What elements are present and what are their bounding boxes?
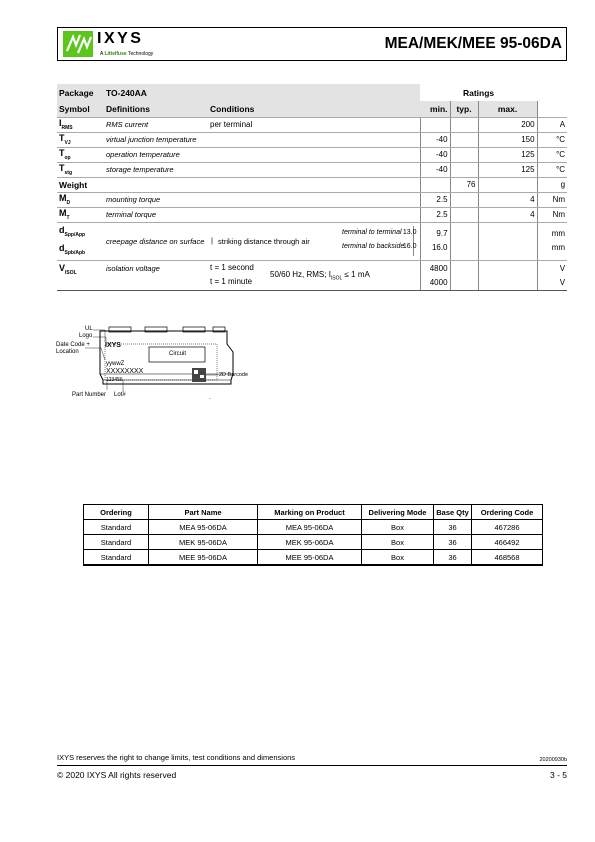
col-min: min.: [420, 101, 450, 117]
ratings-label: Ratings: [462, 87, 495, 98]
col-definitions: Definitions: [104, 101, 208, 117]
col-conditions: Conditions: [208, 101, 420, 117]
ixys-logo-icon: [63, 31, 93, 57]
package-value: TO-240AA: [104, 84, 420, 101]
copyright: © 2020 IXYS All rights reserved: [57, 770, 177, 780]
disclaimer: IXYS reserves the right to change limits, test conditions and dimensions: [57, 753, 296, 762]
package-marking-drawing: UL Logo Date Code + Location IXYS Circuit yywwZ XXXXXXXX 123456 2D Barcode Part Number Lot#: [56, 326, 249, 398]
table-row: Standard MEK 95-06DA MEK 95-06DA Box 36 466492: [84, 535, 543, 550]
table-row: Weight 76 g: [57, 177, 567, 192]
footer-divider: [57, 765, 567, 766]
isolation-row: $V_{ISOL}$ isolation voltage t = 1 second t = 1 minute 50/60 Hz, RMS; $I_{ISOL} \le 1$ mA 4800 4000 V V: [57, 261, 567, 291]
logo-text: IXYS: [97, 30, 144, 47]
table-row: $T_{op}$ operation temperature -40 125 °C: [59, 148, 566, 161]
creepage-row: $d_{Spp/App}$ $d_{Spb/Apb}$ creepage distance on surface | striking distance through air terminal to terminal terminal to backside 13.0 16.0 9.7 16.0 mm mm: [57, 222, 567, 261]
doc-code: 20200930b: [539, 757, 567, 763]
page-number: 3 - 5: [549, 770, 567, 780]
table-row: $T_{stg}$ storage temperature -40 125 °C: [59, 163, 566, 176]
brand-mark: IXYS: [105, 342, 121, 349]
col-max: max.: [478, 101, 537, 117]
table-row: Standard MEA 95-06DA MEA 95-06DA Box 36 467286: [84, 520, 543, 535]
table-row: $I_{RMS}$ RMS current per terminal 200 A: [59, 118, 566, 131]
page-header: [57, 27, 567, 61]
logo-subtitle: A Littelfuse Technology: [100, 51, 154, 57]
ordering-table: [83, 504, 543, 566]
table-row: $M_T$ terminal torque 2.5 4 Nm: [59, 208, 566, 221]
table-row: Standard MEE 95-06DA MEE 95-06DA Box 36 468568: [84, 550, 543, 566]
table-row: $M_D$ mounting torque 2.5 4 Nm: [59, 193, 566, 206]
ordering-header-row: Ordering Part Name Marking on Product Delivering Mode Base Qty Ordering Code: [84, 505, 543, 520]
package-label: Package: [57, 84, 104, 101]
table-row: $T_{VJ}$ virtual junction temperature -40 150 °C: [59, 133, 566, 146]
col-symbol: Symbol: [57, 101, 104, 117]
page-title: MEA/MEK/MEE 95-06DA: [384, 35, 562, 52]
ratings-table: [57, 84, 567, 291]
col-typ: typ.: [450, 101, 478, 117]
